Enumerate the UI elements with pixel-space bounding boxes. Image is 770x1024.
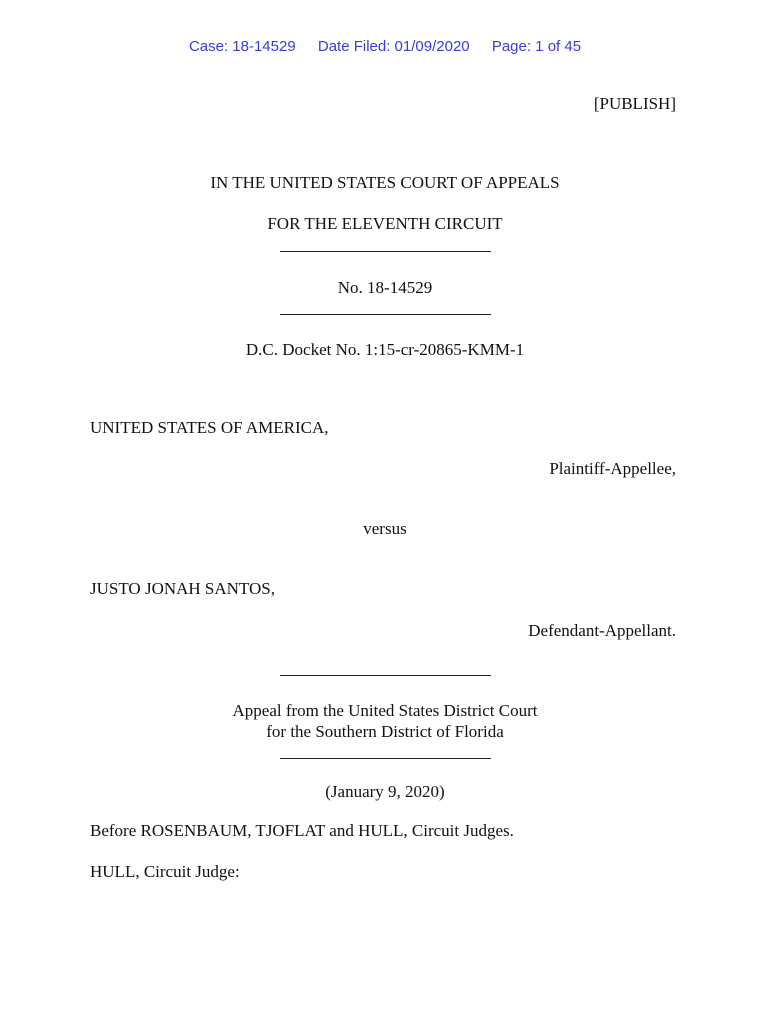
date-filed-header: Date Filed: 01/09/2020: [317, 38, 470, 55]
appeal-case-number: No. 18-14529: [337, 278, 433, 297]
panel-judges: Before ROSENBAUM, TJOFLAT and HULL, Circuit Judges.: [90, 821, 514, 840]
defendant-name: JUSTO JONAH SANTOS,: [90, 579, 275, 598]
decision-date: (January 9, 2020): [325, 782, 445, 801]
case-number-header: Case: 18-14529: [188, 38, 296, 55]
defendant-role: Defendant-Appellant.: [528, 621, 676, 640]
versus-label: versus: [363, 519, 407, 538]
opinion-author: HULL, Circuit Judge:: [90, 862, 240, 881]
court-name: IN THE UNITED STATES COURT OF APPEALS: [210, 173, 560, 192]
plaintiff-name: UNITED STATES OF AMERICA,: [90, 418, 329, 437]
appeal-origin-line2: for the Southern District of Florida: [266, 722, 504, 741]
divider-rule: [280, 675, 491, 676]
divider-rule: [280, 314, 491, 315]
publish-label: [PUBLISH]: [593, 94, 676, 113]
docket-number: D.C. Docket No. 1:15-cr-20865-KMM-1: [245, 340, 525, 359]
filing-header: [0, 38, 770, 55]
plaintiff-role: Plaintiff-Appellee,: [549, 459, 676, 478]
divider-rule: [280, 758, 491, 759]
page-count-header: Page: 1 of 45: [491, 38, 582, 55]
circuit-name: FOR THE ELEVENTH CIRCUIT: [267, 214, 503, 233]
appeal-origin-line1: Appeal from the United States District Court: [232, 701, 538, 720]
divider-rule: [280, 251, 491, 252]
